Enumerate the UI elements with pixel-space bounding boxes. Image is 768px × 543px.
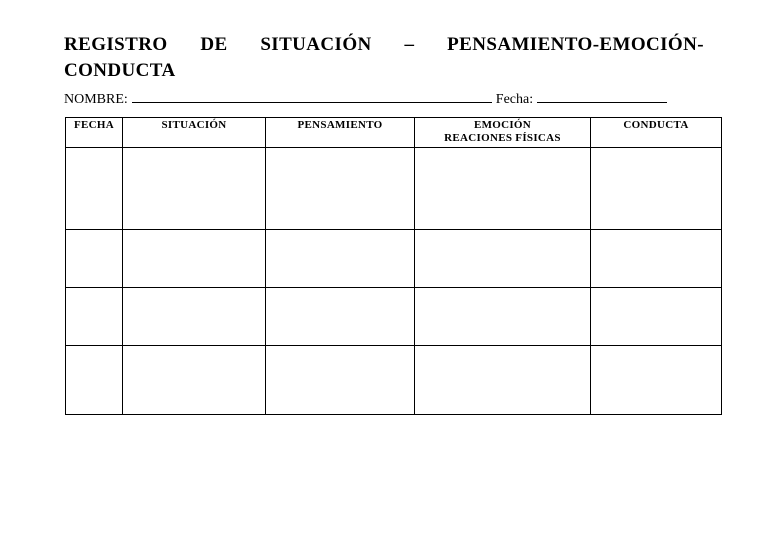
cell-fecha[interactable]	[66, 288, 123, 346]
cell-emocion[interactable]	[415, 148, 591, 230]
record-table	[65, 117, 722, 415]
cell-situacion[interactable]	[123, 148, 266, 230]
title-word: –	[404, 34, 415, 55]
title-word: PENSAMIENTO-EMOCIÓN-	[447, 34, 704, 55]
cell-conducta[interactable]	[591, 230, 722, 288]
table-row	[66, 148, 722, 230]
title-word: REGISTRO	[64, 34, 168, 55]
title-word: DE	[200, 34, 228, 55]
cell-situacion[interactable]	[123, 288, 266, 346]
header-emocion: EMOCIÓN REACIONES FÍSICAS	[415, 118, 591, 148]
cell-emocion[interactable]	[415, 230, 591, 288]
cell-fecha[interactable]	[66, 230, 123, 288]
cell-conducta[interactable]	[591, 346, 722, 415]
cell-emocion[interactable]	[415, 288, 591, 346]
cell-situacion[interactable]	[123, 230, 266, 288]
fecha-label: Fecha:	[495, 92, 534, 107]
header-pensamiento: PENSAMIENTO	[266, 118, 415, 148]
cell-pensamiento[interactable]	[266, 230, 415, 288]
table-header-row	[66, 118, 722, 148]
cell-pensamiento[interactable]	[266, 148, 415, 230]
cell-situacion[interactable]	[123, 346, 266, 415]
table-row	[66, 346, 722, 415]
cell-fecha[interactable]	[66, 346, 123, 415]
header-situacion: SITUACIÓN	[123, 118, 266, 148]
cell-fecha[interactable]	[66, 148, 123, 230]
cell-pensamiento[interactable]	[266, 346, 415, 415]
document-title	[64, 32, 704, 84]
title-line-2: CONDUCTA	[64, 60, 176, 81]
cell-conducta[interactable]	[591, 148, 722, 230]
table-row	[66, 230, 722, 288]
cell-pensamiento[interactable]	[266, 288, 415, 346]
name-date-row	[64, 89, 704, 110]
nombre-field[interactable]	[132, 89, 492, 103]
nombre-label: NOMBRE:	[64, 92, 128, 107]
table-row	[66, 288, 722, 346]
header-conducta: CONDUCTA	[591, 118, 722, 148]
cell-emocion[interactable]	[415, 346, 591, 415]
fecha-field[interactable]	[537, 89, 667, 103]
cell-conducta[interactable]	[591, 288, 722, 346]
title-line-1	[64, 32, 704, 58]
header-fecha: FECHA	[66, 118, 123, 148]
title-word: SITUACIÓN	[260, 34, 372, 55]
